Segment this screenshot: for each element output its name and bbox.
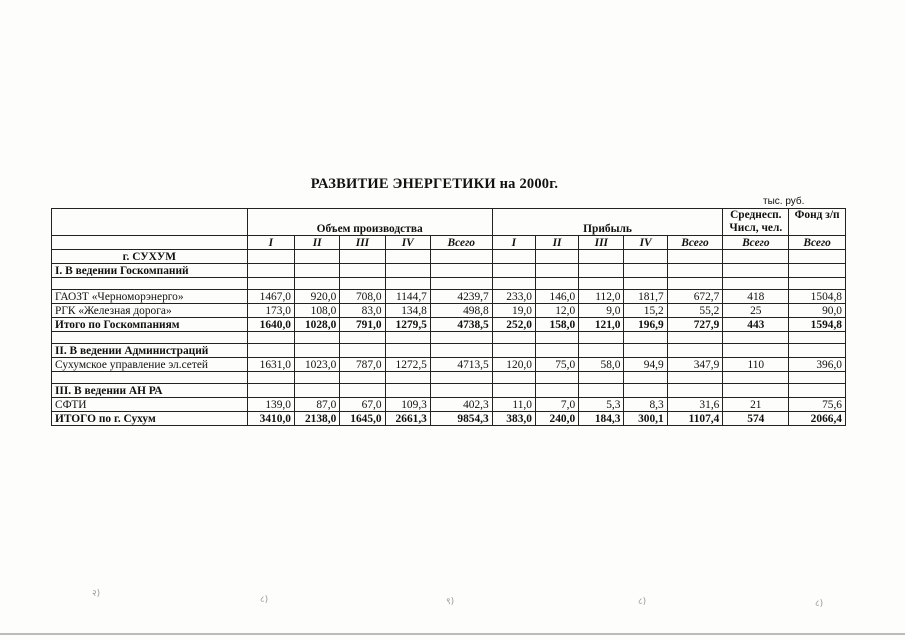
table-row — [52, 304, 846, 318]
table-cell-empty — [492, 278, 535, 290]
table-cell: 94,9 — [624, 358, 667, 372]
table-cell-empty — [247, 384, 294, 398]
table-row-section — [52, 264, 846, 278]
header-total: Всего — [430, 236, 492, 250]
table-row — [52, 398, 846, 412]
table-cell-empty — [492, 332, 535, 344]
table-row-total — [52, 412, 846, 426]
table-cell: 67,0 — [340, 398, 385, 412]
header-q4: IV — [624, 236, 667, 250]
table-cell-empty — [492, 344, 535, 358]
table-cell-empty — [789, 250, 846, 264]
section-heading: I. В ведении Госкомпаний — [52, 264, 248, 278]
table-cell-empty — [624, 250, 667, 264]
table-cell-empty — [385, 384, 430, 398]
table-cell-empty — [723, 250, 789, 264]
page-mark: ८) — [260, 595, 269, 605]
table-cell: 2138,0 — [294, 412, 339, 426]
table-cell-empty — [430, 384, 492, 398]
table-cell-empty — [52, 278, 248, 290]
table-cell: 158,0 — [535, 318, 578, 332]
table-cell: 727,9 — [667, 318, 723, 332]
table-cell: 233,0 — [492, 290, 535, 304]
table-cell: 90,0 — [789, 304, 846, 318]
table-cell-empty — [492, 384, 535, 398]
table-cell: 4713,5 — [430, 358, 492, 372]
table-cell-empty — [247, 250, 294, 264]
table-cell-empty — [789, 278, 846, 290]
table-cell: 1028,0 — [294, 318, 339, 332]
table-cell: 15,2 — [624, 304, 667, 318]
table-cell-empty — [430, 264, 492, 278]
table-cell: 396,0 — [789, 358, 846, 372]
table-cell: 1144,7 — [385, 290, 430, 304]
table-cell-empty — [667, 372, 723, 384]
table-cell-empty — [385, 332, 430, 344]
table-cell-empty — [492, 250, 535, 264]
table-cell-empty — [294, 384, 339, 398]
table-cell: 787,0 — [340, 358, 385, 372]
table-cell: 1467,0 — [247, 290, 294, 304]
page-marks — [0, 586, 905, 616]
table-cell-empty — [430, 344, 492, 358]
table-cell-empty — [579, 384, 624, 398]
table-cell: 181,7 — [624, 290, 667, 304]
table-cell: 2066,4 — [789, 412, 846, 426]
header-blank — [52, 209, 248, 236]
table-cell-empty — [294, 278, 339, 290]
table-cell-empty — [430, 372, 492, 384]
table-cell: 1594,8 — [789, 318, 846, 332]
header-profit: Прибыль — [492, 209, 723, 236]
header-total: Всего — [667, 236, 723, 250]
table-row-empty — [52, 332, 846, 344]
section-heading: г. СУХУМ — [52, 250, 248, 264]
table-cell-empty — [579, 372, 624, 384]
table-cell-empty — [430, 332, 492, 344]
header-q2: II — [535, 236, 578, 250]
header-production: Объем производства — [247, 209, 492, 236]
table-cell: 7,0 — [535, 398, 578, 412]
header-q3: III — [340, 236, 385, 250]
table-cell-empty — [385, 264, 430, 278]
table-cell-empty — [535, 372, 578, 384]
table-cell-empty — [294, 264, 339, 278]
table-cell: 383,0 — [492, 412, 535, 426]
table-cell-empty — [624, 384, 667, 398]
table-cell: 25 — [723, 304, 789, 318]
header-row-periods — [52, 236, 846, 250]
table-cell-empty — [340, 264, 385, 278]
table-cell: 134,8 — [385, 304, 430, 318]
table-cell: 1279,5 — [385, 318, 430, 332]
table-cell: 402,3 — [430, 398, 492, 412]
table-cell-empty — [667, 344, 723, 358]
page-mark: ८) — [638, 597, 647, 607]
header-blank — [52, 236, 248, 250]
table-cell-empty — [385, 250, 430, 264]
header-q3: III — [579, 236, 624, 250]
table-cell: 920,0 — [294, 290, 339, 304]
table-cell-empty — [294, 372, 339, 384]
table-cell-empty — [535, 250, 578, 264]
table-cell: 347,9 — [667, 358, 723, 372]
table-cell-empty — [789, 344, 846, 358]
table-cell: 443 — [723, 318, 789, 332]
table-cell: 120,0 — [492, 358, 535, 372]
section-heading: II. В ведении Администраций — [52, 344, 248, 358]
table-cell: 791,0 — [340, 318, 385, 332]
table-cell: 1645,0 — [340, 412, 385, 426]
table-cell-empty — [723, 384, 789, 398]
table-cell: 1631,0 — [247, 358, 294, 372]
table-row-total — [52, 318, 846, 332]
table-cell-empty — [430, 250, 492, 264]
row-label: РГК «Железная дорога» — [52, 304, 248, 318]
header-row-groups — [52, 209, 846, 236]
table-cell: 300,1 — [624, 412, 667, 426]
table-cell: 146,0 — [535, 290, 578, 304]
table-cell-empty — [624, 278, 667, 290]
table-cell: 184,3 — [579, 412, 624, 426]
table-cell: 9854,3 — [430, 412, 492, 426]
table-cell-empty — [667, 332, 723, 344]
table-cell: 11,0 — [492, 398, 535, 412]
table-row-empty — [52, 278, 846, 290]
table-cell-empty — [52, 332, 248, 344]
table-cell: 4738,5 — [430, 318, 492, 332]
table-row — [52, 358, 846, 372]
table-cell: 4239,7 — [430, 290, 492, 304]
table-cell: 110 — [723, 358, 789, 372]
row-label: ГАОЗТ «Черноморэнерго» — [52, 290, 248, 304]
table-body — [52, 250, 846, 426]
table-row-empty — [52, 372, 846, 384]
table-cell: 5,3 — [579, 398, 624, 412]
table-cell: 1272,5 — [385, 358, 430, 372]
table-cell-empty — [294, 332, 339, 344]
table-cell-empty — [667, 278, 723, 290]
table-cell: 87,0 — [294, 398, 339, 412]
table-cell: 173,0 — [247, 304, 294, 318]
energy-report-table — [51, 208, 846, 426]
table-cell-empty — [789, 264, 846, 278]
table-cell-empty — [340, 384, 385, 398]
table-cell-empty — [789, 384, 846, 398]
page-title: РАЗВИТИЕ ЭНЕРГЕТИКИ на 2000г. — [310, 176, 559, 192]
table-cell: 21 — [723, 398, 789, 412]
table-cell-empty — [579, 250, 624, 264]
table-cell-empty — [385, 278, 430, 290]
table-cell-empty — [624, 264, 667, 278]
table-cell-empty — [385, 372, 430, 384]
table-cell-empty — [430, 278, 492, 290]
table-row-section — [52, 250, 846, 264]
table-cell-empty — [723, 278, 789, 290]
table-cell-empty — [294, 250, 339, 264]
table-cell-empty — [247, 264, 294, 278]
table-cell: 1640,0 — [247, 318, 294, 332]
table-cell: 31,6 — [667, 398, 723, 412]
table-cell-empty — [723, 332, 789, 344]
table-cell-empty — [624, 372, 667, 384]
table-cell: 2661,3 — [385, 412, 430, 426]
table-cell-empty — [247, 344, 294, 358]
table-cell-empty — [492, 372, 535, 384]
row-label: Сухумское управление эл.сетей — [52, 358, 248, 372]
table-cell-empty — [579, 264, 624, 278]
header-q2: II — [294, 236, 339, 250]
table-cell: 121,0 — [579, 318, 624, 332]
table-cell: 3410,0 — [247, 412, 294, 426]
header-fund: Фонд з/п — [789, 209, 846, 236]
table-cell: 9,0 — [579, 304, 624, 318]
table-cell-empty — [624, 344, 667, 358]
table-cell-empty — [579, 332, 624, 344]
table-cell: 498,8 — [430, 304, 492, 318]
section-heading: III. В ведении АН РА — [52, 384, 248, 398]
table-cell: 139,0 — [247, 398, 294, 412]
table-cell-empty — [52, 372, 248, 384]
table-cell-empty — [247, 278, 294, 290]
table-row-section — [52, 384, 846, 398]
table-cell-empty — [247, 332, 294, 344]
table-cell: 83,0 — [340, 304, 385, 318]
table-cell-empty — [723, 344, 789, 358]
table-cell-empty — [667, 264, 723, 278]
table-cell: 1023,0 — [294, 358, 339, 372]
table-cell-empty — [340, 250, 385, 264]
table-cell-empty — [579, 278, 624, 290]
row-label: СФТИ — [52, 398, 248, 412]
table-cell-empty — [340, 344, 385, 358]
table-cell: 418 — [723, 290, 789, 304]
table-cell-empty — [535, 332, 578, 344]
table-cell: 8,3 — [624, 398, 667, 412]
table-cell-empty — [340, 332, 385, 344]
table-cell-empty — [535, 384, 578, 398]
table-cell-empty — [789, 372, 846, 384]
table-cell: 1107,4 — [667, 412, 723, 426]
table-cell: 12,0 — [535, 304, 578, 318]
table-cell: 240,0 — [535, 412, 578, 426]
table-cell: 75,6 — [789, 398, 846, 412]
header-total: Всего — [789, 236, 846, 250]
table-cell-empty — [340, 372, 385, 384]
table-cell-empty — [667, 384, 723, 398]
table-cell-empty — [294, 344, 339, 358]
table-cell: 196,9 — [624, 318, 667, 332]
page-mark: ९) — [446, 597, 455, 607]
page-mark: २) — [92, 589, 101, 599]
table-cell-empty — [340, 278, 385, 290]
table-cell: 112,0 — [579, 290, 624, 304]
header-staff: Среднесп. Числ, чел. — [723, 209, 789, 236]
table-cell-empty — [535, 344, 578, 358]
table-cell-empty — [624, 332, 667, 344]
table-cell-empty — [579, 344, 624, 358]
table-cell-empty — [789, 332, 846, 344]
table-cell: 58,0 — [579, 358, 624, 372]
table-cell-empty — [247, 372, 294, 384]
table-cell: 75,0 — [535, 358, 578, 372]
units-label: тыс. руб. — [763, 196, 805, 207]
table-cell-empty — [535, 278, 578, 290]
table-cell: 574 — [723, 412, 789, 426]
table-cell: 55,2 — [667, 304, 723, 318]
table-cell: 252,0 — [492, 318, 535, 332]
header-total: Всего — [723, 236, 789, 250]
table-cell-empty — [492, 264, 535, 278]
table-cell: 109,3 — [385, 398, 430, 412]
header-q1: I — [492, 236, 535, 250]
table-cell-empty — [723, 264, 789, 278]
table-cell-empty — [535, 264, 578, 278]
table-cell: 19,0 — [492, 304, 535, 318]
table-cell: 1504,8 — [789, 290, 846, 304]
table-cell: 708,0 — [340, 290, 385, 304]
table-cell-empty — [723, 372, 789, 384]
scan-edge-divider — [0, 633, 905, 635]
row-label: ИТОГО по г. Сухум — [52, 412, 248, 426]
table-cell-empty — [667, 250, 723, 264]
table-cell-empty — [385, 344, 430, 358]
table-row-section — [52, 344, 846, 358]
table-cell: 108,0 — [294, 304, 339, 318]
page-mark: ८) — [815, 599, 824, 609]
table-cell: 672,7 — [667, 290, 723, 304]
table-row — [52, 290, 846, 304]
row-label: Итого по Госкомпаниям — [52, 318, 248, 332]
header-q1: I — [247, 236, 294, 250]
header-q4: IV — [385, 236, 430, 250]
